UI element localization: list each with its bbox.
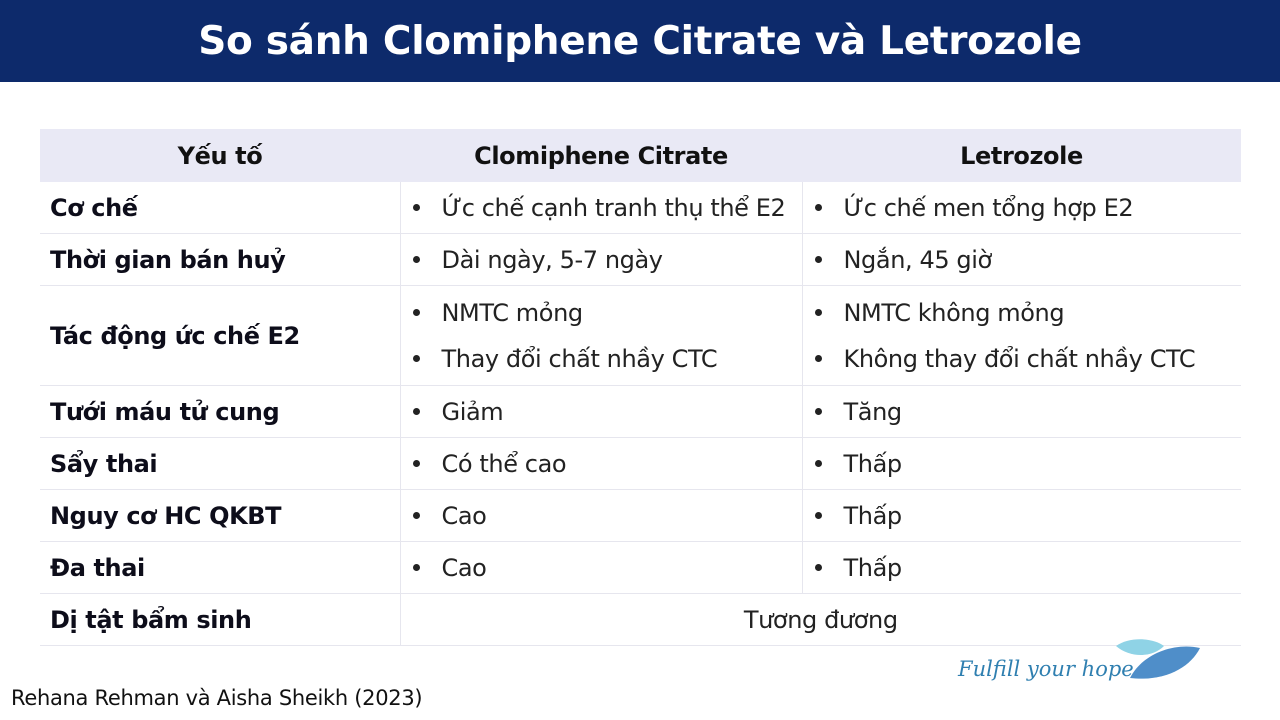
bullet-icon [413, 408, 420, 415]
cell-text: Có thể cao [441, 449, 567, 478]
title-bar [0, 0, 1280, 82]
row-factor: Đa thai [40, 542, 400, 594]
bullet-icon [815, 408, 822, 415]
header-letrozole: Letrozole [802, 129, 1241, 182]
cell-text: Thấp [843, 553, 902, 582]
clomiphene-cell [400, 286, 802, 386]
bullet-icon [815, 564, 822, 571]
cell-text: Cao [441, 553, 487, 582]
table-row [40, 490, 1241, 542]
leaf-logo-icon [1112, 636, 1204, 680]
bullet-icon [413, 256, 420, 263]
cell-text: Ức chế cạnh tranh thụ thể E2 [441, 193, 786, 222]
clomiphene-cell [400, 438, 802, 490]
letrozole-cell [802, 286, 1241, 386]
table-row [40, 386, 1241, 438]
cell-text: Ức chế men tổng hợp E2 [843, 193, 1134, 222]
cell-text: Dài ngày, 5-7 ngày [441, 245, 663, 274]
letrozole-cell [802, 234, 1241, 286]
letrozole-cell [802, 386, 1241, 438]
row-factor: Dị tật bẩm sinh [40, 594, 400, 646]
cell-text: Cao [441, 501, 487, 530]
table-row [40, 182, 1241, 234]
table-row [40, 438, 1241, 490]
bullet-icon [413, 355, 420, 362]
clomiphene-cell [400, 386, 802, 438]
cell-text: Tăng [843, 397, 902, 426]
clomiphene-cell [400, 234, 802, 286]
clomiphene-cell [400, 542, 802, 594]
bullet-icon [413, 512, 420, 519]
bullet-icon [413, 564, 420, 571]
comparison-table [40, 129, 1241, 646]
row-factor: Thời gian bán huỷ [40, 234, 400, 286]
row-factor: Tác động ức chế E2 [40, 286, 400, 386]
row-factor: Sẩy thai [40, 438, 400, 490]
table-header-row [40, 129, 1241, 182]
letrozole-cell [802, 182, 1241, 234]
cell-text: NMTC mỏng [441, 298, 583, 327]
table-row [40, 542, 1241, 594]
header-clomiphene: Clomiphene Citrate [400, 129, 802, 182]
cell-text: Thay đổi chất nhầy CTC [441, 344, 718, 373]
cell-text: Giảm [441, 397, 504, 426]
letrozole-cell [802, 542, 1241, 594]
cell-text: Thấp [843, 449, 902, 478]
bullet-icon [413, 309, 420, 316]
citation: Rehana Rehman và Aisha Sheikh (2023) [11, 686, 423, 710]
letrozole-cell [802, 438, 1241, 490]
table-row [40, 286, 1241, 386]
bullet-icon [815, 512, 822, 519]
bullet-icon [815, 309, 822, 316]
cell-text: NMTC không mỏng [843, 298, 1065, 327]
clomiphene-cell [400, 490, 802, 542]
cell-text: Thấp [843, 501, 902, 530]
bullet-icon [815, 256, 822, 263]
cell-text: Không thay đổi chất nhầy CTC [843, 344, 1196, 373]
table-row [40, 234, 1241, 286]
logo-text: Fulfill your hope [958, 657, 1134, 681]
bullet-icon [815, 204, 822, 211]
slide-title: So sánh Clomiphene Citrate và Letrozole [198, 18, 1082, 64]
bullet-icon [815, 355, 822, 362]
cell-text: Ngắn, 45 giờ [843, 245, 992, 274]
row-factor: Cơ chế [40, 182, 400, 234]
header-factor: Yếu tố [40, 129, 400, 182]
bullet-icon [815, 460, 822, 467]
bullet-icon [413, 460, 420, 467]
letrozole-cell [802, 490, 1241, 542]
bullet-icon [413, 204, 420, 211]
table-row [40, 594, 1241, 646]
row-factor: Nguy cơ HC QKBT [40, 490, 400, 542]
clomiphene-cell [400, 182, 802, 234]
row-factor: Tưới máu tử cung [40, 386, 400, 438]
merged-cell: Tương đương [400, 594, 1241, 646]
